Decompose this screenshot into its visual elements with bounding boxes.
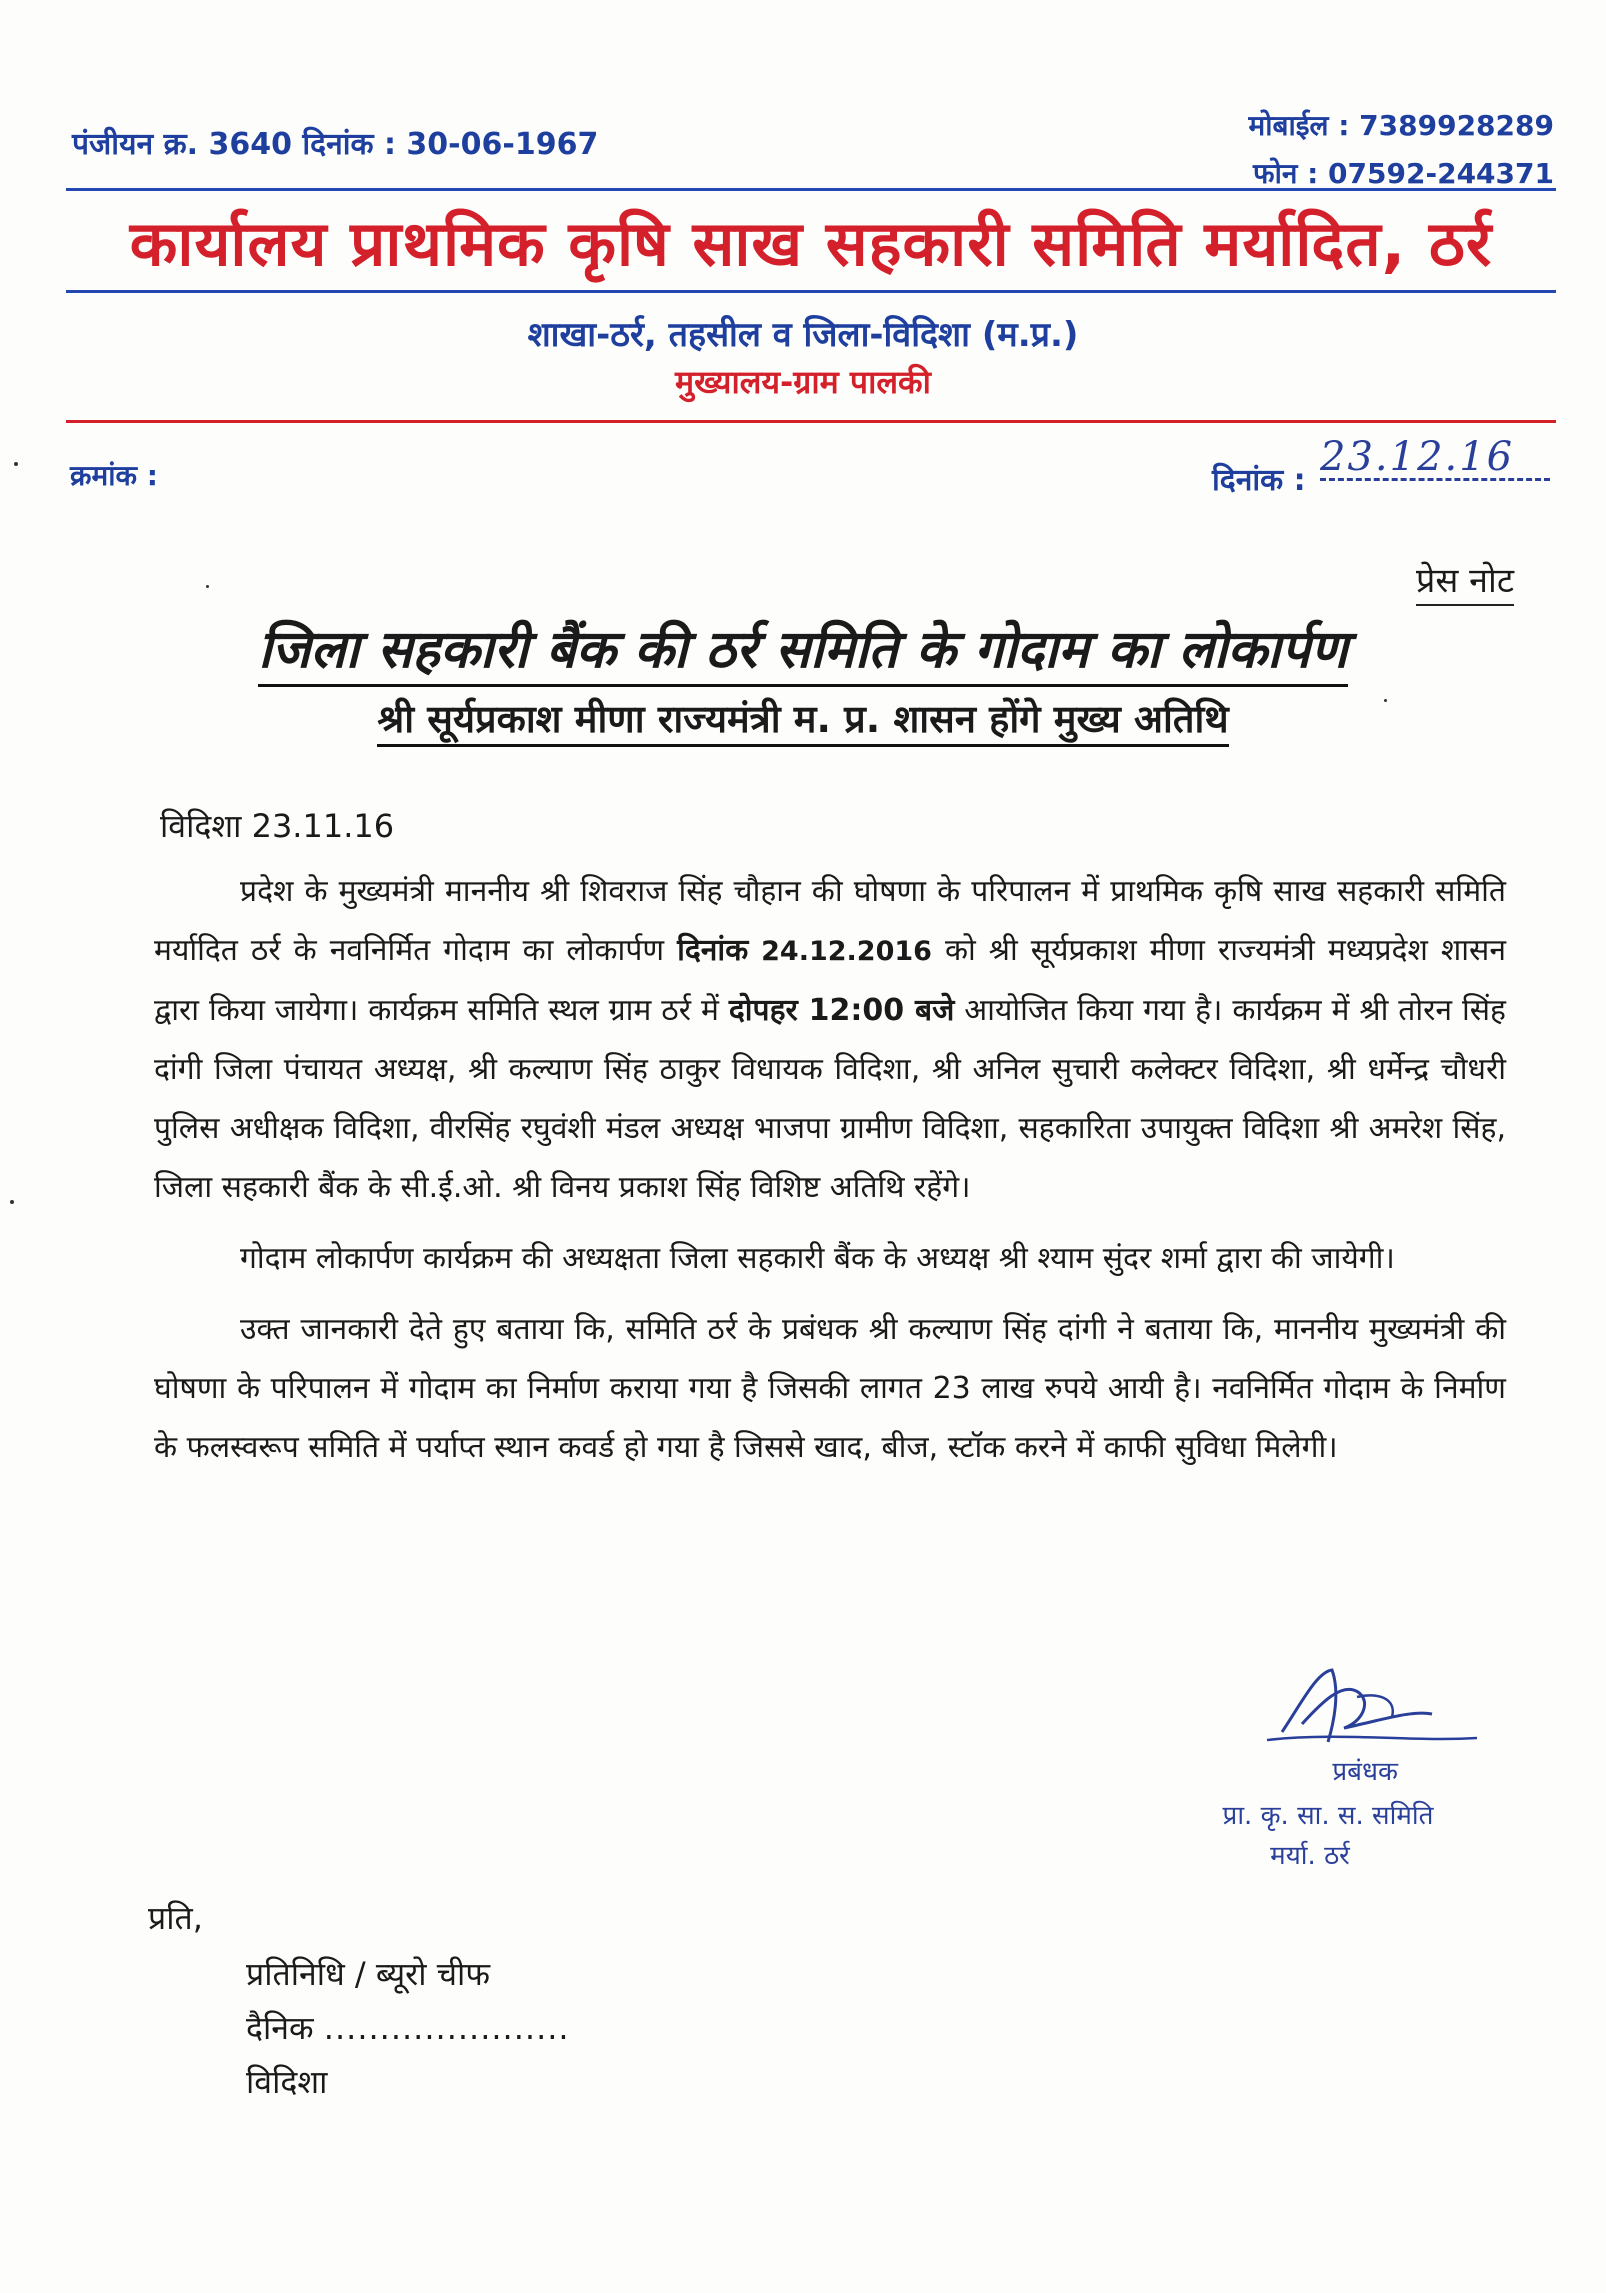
dateline: विदिशा 23.11.16 [160, 807, 395, 845]
scan-speck [14, 462, 18, 466]
organization-name: कार्यालय प्राथमिक कृषि साख सहकारी समिति मर्यादित, ठर्र [129, 207, 1493, 280]
recipient-to: प्रति, [148, 1899, 203, 1937]
recipient-line-2: दैनिक ...................... [246, 2009, 570, 2047]
event-date-label: दिनांक [677, 933, 749, 968]
scan-speck [206, 585, 209, 588]
paragraph-2: गोदाम लोकार्पण कार्यक्रम की अध्यक्षता जिला सहकारी बैंक के अध्यक्ष श्री श्याम सुंदर शर्मा द्वारा की जायेगी। [240, 1241, 1395, 1276]
press-note-body [154, 862, 1506, 1489]
registration-number: पंजीयन क्र. 3640 दिनांक : 30-06-1967 [72, 127, 599, 162]
signatory-organization: प्रा. कृ. सा. स. समिति [1222, 1801, 1434, 1831]
scan-speck [1384, 699, 1387, 702]
recipient-line-3: विदिशा [246, 2063, 328, 2101]
subheadline-text: श्री सूर्यप्रकाश मीणा राज्यमंत्री म. प्र. शासन होंगे मुख्य अतिथि [377, 697, 1228, 747]
divider-bottom [66, 290, 1556, 293]
paragraph-1: प्रदेश के मुख्यमंत्री माननीय श्री शिवराज सिंह चौहान की घोषणा के परिपालन में प्राथमिक कृषि साख सहकारी समिति मर्यादित ठर्र के नवनिर्मित गोदाम का लोकार्पण दिनांक 24.12.2016 को श्री सूर्यप्रकाश मीणा राज्यमंत्री मध्यप्रदेश शासन द्वारा किया जायेगा। कार्यक्रम समिति स्थल ग्राम ठर्र में दोपहर 12:00 बजे आयोजित किया गया है। कार्यक्रम में श्री तोरन सिंह दांगी जिला पंचायत अध्यक्ष, श्री कल्याण सिंह ठाकुर विधायक विदिशा, श्री अनिल सुचारी कलेक्टर विदिशा, श्री धर्मेन्द्र चौधरी पुलिस अधीक्षक विदिशा, वीरसिंह रघुवंशी मंडल अध्यक्ष भाजपा ग्रामीण विदिशा, सहकारिता उपायुक्त विदिशा श्री अमरेश सिंह, जिला सहकारी बैंक के सी.ई.ओ. श्री विनय प्रकाश सिंह विशिष्ट अतिथि रहेंगे। [154, 874, 1506, 1205]
branch-address: शाखा-ठर्र, तहसील व जिला-विदिशा (म.प्र.) [527, 315, 1079, 355]
date-label: दिनांक : [1212, 463, 1306, 498]
divider-top [66, 188, 1556, 191]
divider-red [66, 420, 1556, 423]
headline [0, 612, 1606, 683]
event-date: 24.12.2016 [748, 936, 932, 967]
signatory-designation: प्रबंधक [1332, 1757, 1398, 1787]
subheadline [0, 692, 1606, 744]
phone-number: फोन : 07592-244371 [1252, 157, 1554, 190]
scan-speck [10, 1200, 14, 1204]
recipient-line-1: प्रतिनिधि / ब्यूरो चीफ [246, 1955, 490, 1993]
press-note-label: प्रेस नोट [1416, 556, 1514, 606]
headquarters: मुख्यालय-ग्राम पालकी [675, 363, 931, 401]
handwritten-date: 23.12.16 [1320, 434, 1550, 481]
signature-mark [1262, 1662, 1482, 1752]
headline-text: जिला सहकारी बैंक की ठर्र समिति के गोदाम का लोकार्पण [258, 620, 1347, 687]
paragraph-3: उक्त जानकारी देते हुए बताया कि, समिति ठर्र के प्रबंधक श्री कल्याण सिंह दांगी ने बताया कि, माननीय मुख्यमंत्री की घोषणा के परिपालन में गोदाम का निर्माण कराया गया है जिसकी लागत 23 लाख रुपये आयी है। नवनिर्मित गोदाम के निर्माण के फलस्वरूप समिति में पर्याप्त स्थान कवर्ड हो गया है जिससे खाद, बीज, स्टॉक करने में काफी सुविधा मिलेगी। [154, 1312, 1506, 1465]
contact-block [1249, 102, 1555, 198]
blank-line: ...................... [323, 2009, 570, 2047]
mobile-number: मोबाईल : 7389928289 [1248, 109, 1554, 142]
event-time: दोपहर 12:00 बजे [728, 993, 955, 1028]
signatory-place: मर्या. ठर्र [1270, 1841, 1350, 1871]
reference-number-label: क्रमांक : [70, 459, 158, 492]
